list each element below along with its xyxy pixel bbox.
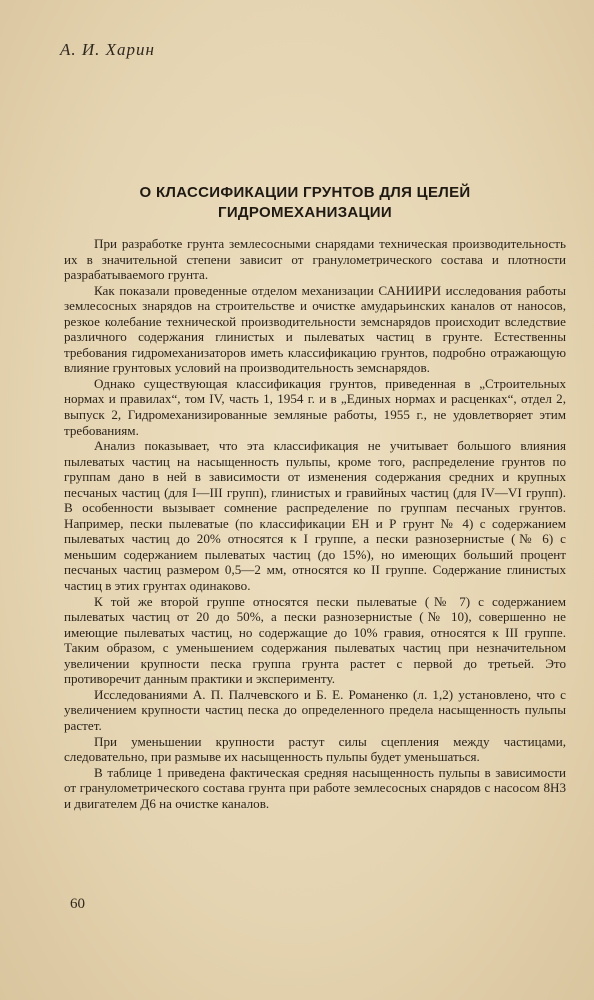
page-number: 60 [70,896,85,912]
body-paragraph: При разработке грунта землесосными снарядами техническая производительность их в значительной степени зависит от гранулометрического состава и плотности разрабатываемого грунта. [64,236,566,283]
body-paragraph: В таблице 1 приведена фактическая средняя насыщенность пульпы в зависимости от гранулометрического состава грунта при работе землесосных снарядов с насосом 8Н3 и двигателем Д6 на очистке каналов. [64,764,566,811]
running-header-author: А. И. Харин [60,40,155,59]
body-paragraph: При уменьшении крупности растут силы сцепления между частицами, следовательно, при размыве их насыщенность пульпы будет уменьшаться. [64,733,566,765]
body-paragraph: Однако существующая классификация грунтов, приведенная в „Строительных нормах и правилах“, том IV, часть 1, 1954 г. и в „Единых нормах и расценках“, отдел 2, выпуск 2, Гидромеханизированные земляные работы, 1955 г., не удовлетворяет этим требованиям. [64,375,566,438]
article-title-line: О КЛАССИФИКАЦИИ ГРУНТОВ ДЛЯ ЦЕЛЕЙ [139,184,471,201]
body-paragraph: К той же второй группе относятся пески пылеватые (№ 7) с содержанием пылеватых частиц от 20 до 50%, а пески разнозернистые (№ 10), совершенно не имеющие пылеватых частиц, но содержащие до 10% гравия, относятся к III группе. Таким образом, с уменьшением содержания пылеватых частиц при незначительном увеличении крупности песка группа грунта растет с первой до третьей. Это противоречит данным практики и эксперименту. [64,593,566,687]
body-paragraph: Исследованиями А. П. Палчевского и Б. Е. Романенко (л. 1,2) установлено, что с увеличением крупности частиц песка до определенного предела насыщенность пульпы растет. [64,686,566,733]
article-title [60,183,550,223]
body-paragraph: Анализ показывает, что эта классификация не учитывает большого влияния пылеватых частиц на насыщенность пульпы, кроме того, распределение грунтов по группам дано в ней в зависимости от изменения содержания средних и крупных песчаных частиц (для I—III групп), глинистых и гравийных частиц (для IV—VI групп). В особенности вызывает сомнение распределение по группам песчаных грунтов. Например, пески пылеватые (по классификации ЕН и Р грунт № 4) с содержанием пылеватых частиц до 20% относятся к I группе, а пески разнозернистые (№ 6) с меньшим содержанием пылеватых частиц (до 15%), но имеющих больший процент песчаных частиц размером 0,5—2 мм, относятся ко II группе. Содержание глинистых частиц в этих грунтах одинаково. [64,438,566,594]
article-title-line: ГИДРОМЕХАНИЗАЦИИ [218,204,392,221]
body-paragraph: Как показали проведенные отделом механизации САНИИРИ исследования работы землесосных знарядов на строительстве и очистке амударьинских каналов от наносов, резкое колебание технической производительности земснарядов происходит вследствие различного содержания глинистых и пылеватых частиц в грунте. Естественны требования гидромеханизаторов иметь классификацию грунтов, подробно отражающую влияние грунтовых условий на производительность земснарядов. [64,282,566,376]
article-body [64,236,566,811]
